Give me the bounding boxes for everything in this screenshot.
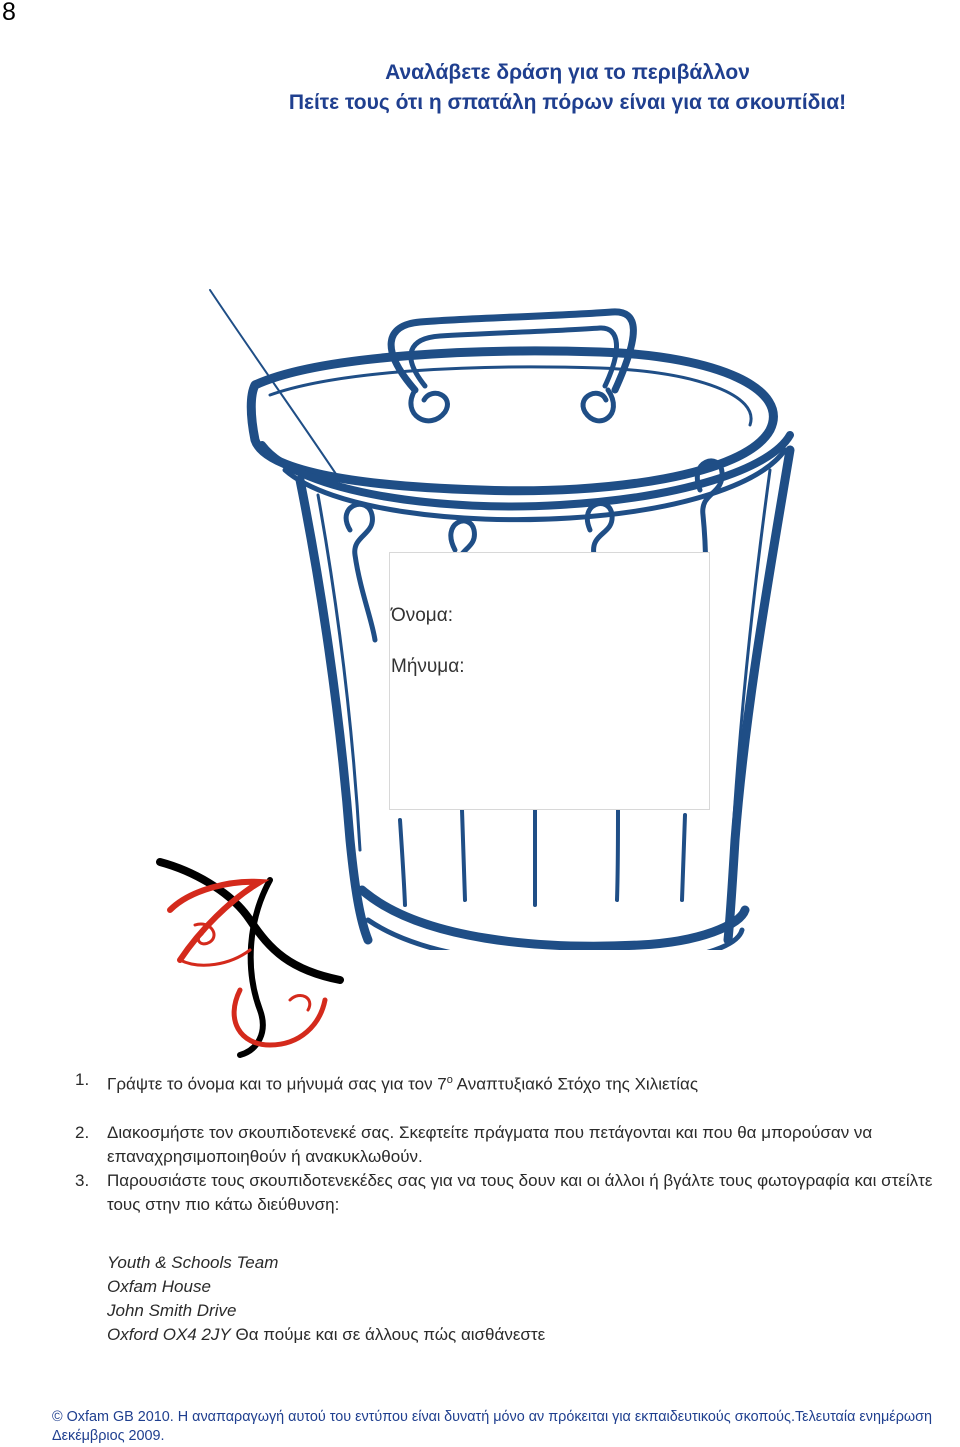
instruction-text: Διακοσμήστε τον σκουπιδοτενεκέ σας. Σκεφτείτε πράγματα που πετάγονται και που θα μπορούσαν να επαναχρησιμοποιηθούν ή ανακυκλωθούν.: [107, 1122, 873, 1166]
title-line-1: Αναλάβετε δράση για το περιβάλλον: [385, 61, 750, 84]
superscript: ο: [446, 1074, 453, 1086]
instruction-number: 1.: [75, 1070, 90, 1089]
title-line-2: Πείτε τους ότι η σπατάλη πόρων είναι για τα σκουπίδια!: [288, 91, 847, 114]
address-line: John Smith Drive: [107, 1301, 237, 1320]
instruction-text: Παρουσιάστε τους σκουπιδοτενεκέδες σας για να τους δουν και οι άλλοι ή βγάλτε τους φωτογραφία και στείλτε τους στην πιο κάτω διεύθυνση:: [107, 1170, 933, 1214]
trash-bin-illustration: [0, 150, 960, 950]
postal-address: [107, 1251, 545, 1347]
page-number: 8: [2, 0, 16, 26]
address-line: Youth & Schools Team: [107, 1253, 279, 1272]
instruction-item: [75, 1169, 960, 1217]
instruction-item: [75, 1121, 960, 1169]
swirl-decoration: [150, 850, 360, 1070]
address-postcode: Oxford OX4 2JY: [107, 1325, 231, 1344]
instructions-list: [75, 1068, 960, 1217]
name-message-box[interactable]: [389, 552, 710, 810]
message-label: Μήνυμα:: [391, 656, 465, 677]
address-line: Oxfam House: [107, 1277, 211, 1296]
instruction-number: 2.: [75, 1122, 90, 1142]
instruction-text-end: Αναπτυξιακό Στόχο της Χιλιετίας: [452, 1074, 699, 1094]
instruction-item: [75, 1068, 960, 1097]
name-label: Όνομα:: [391, 605, 453, 626]
page-title: [0, 58, 960, 118]
instruction-text: Γράψτε το όνομα και το μήνυμά σας για τον 7: [107, 1074, 447, 1094]
address-note: Θα πούμε και σε άλλους πώς αισθάνεστε: [230, 1325, 546, 1344]
copyright-footer: © Oxfam GB 2010. Η αναπαραγωγή αυτού του εντύπου είναι δυνατή μόνο αν πρόκειται για εκπαιδευτικούς σκοπούς.Τελευταία ενημέρωση Δεκέμβριος 2009.: [52, 1409, 933, 1444]
instruction-number: 3.: [75, 1170, 90, 1190]
address-line: [107, 1323, 545, 1347]
